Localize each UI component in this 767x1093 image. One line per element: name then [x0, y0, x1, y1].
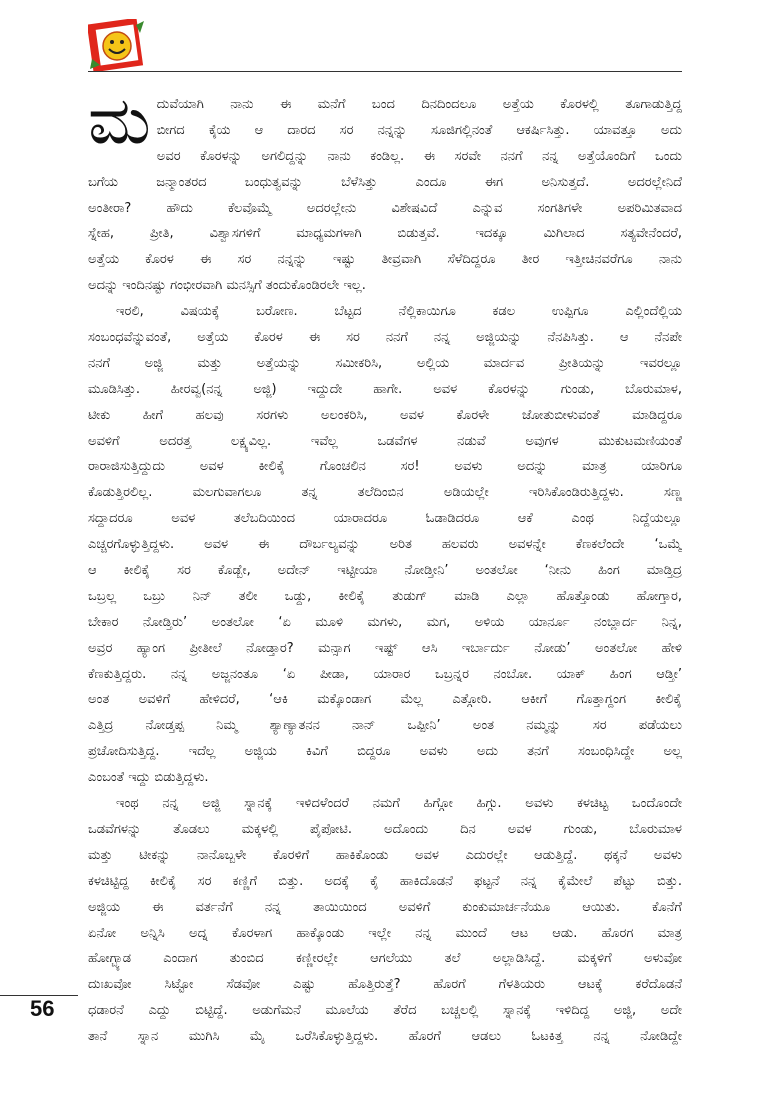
- text-line: ಹೋಗ್ಬ್ಯಾಡ ಎಂದಾಗ ತುಂಬಿದ ಕಣ್ಣೀರಲ್ಲೇ ಆಗಲೆಯು ತಲೆ ಅಲ್ಲಾಡಿಸಿದ್ದೆ. ಮಕ್ಕಳಿಗೆ ಅಳುವೋ: [88, 951, 682, 967]
- text-line: ಒಡವೆಗಳನ್ನು ತೊಡಲು ಮಕ್ಕಳಲ್ಲಿ ಪೈಪೋಟಿ. ಅದೊಂದು ದಿನ ಅವಳ ಗುಂಡು, ಬೊರುಮಾಳ: [88, 821, 682, 837]
- text-line: ಕಳಚಿಟ್ಟಿದ್ದ ಕೀಲಿಕೈ ಸರ ಕಣ್ಣಿಗೆ ಬಿತ್ತು. ಅದಕ್ಕೆ ಕೈ ಹಾಕಿದೊಡನೆ ಫಟ್ಟನೆ ನನ್ನ ಕೈಮೇಲೆ ಪೆಟ್ಟು ಬಿತ್ತು.: [88, 873, 682, 889]
- text-line: ಆ ಕೀಲಿಕೈ ಸರ ಕೊಡ್ಬೇ, ಅದೇನ್ ಇಟ್ಟೀಯಾ ನೋಡ್ತೀನಿ’ ಅಂತಲೋ ‘ನೀನು ಹಿಂಗ ಮಾಡ್ತಿದ್ರ: [88, 563, 682, 579]
- drop-cap: ಮ: [88, 82, 151, 159]
- text-line: ಮತ್ತು ಟೀಕನ್ನು ನಾನೊಬ್ಬಳೇ ಕೊರಳಿಗೆ ಹಾಕಿಕೊಂಡು ಅವಳ ಎದುರಲ್ಲೇ ಆಡುತ್ತಿದ್ದೆ. ಥಕ್ಕನೆ ಅವಳು: [88, 847, 682, 863]
- text-line: ಮೂಡಿಸಿತ್ತು. ಹೀರವ್ವ(ನನ್ನ ಅಜ್ಜಿ) ಇದ್ದುದೇ ಹಾಗೇ. ಅವಳ ಕೊರಳನ್ನು ಗುಂಡು, ಬೊರುಮಾಳ,: [88, 381, 682, 397]
- text-line: ಇಂಥ ನನ್ನ ಅಜ್ಜಿ ಸ್ನಾನಕ್ಕೆ ಇಳಿದಳೆಂದರೆ ನಮಗೆ ಹಿಗ್ಗೋ ಹಿಗ್ಗು. ಅವಳು ಕಳಚಿಟ್ಟ ಒಂದೊಂದೇ: [116, 796, 682, 812]
- header-rule: [88, 71, 682, 72]
- article-body: [88, 82, 682, 1050]
- text-line: ಟೀಕು ಹೀಗೆ ಹಲವು ಸರಗಳು ಅಲಂಕರಿಸಿ, ಅವಳ ಕೊರಳೇ ಜೋತುಬೀಳುವಂತೆ ಮಾಡಿದ್ದರೂ: [88, 407, 682, 423]
- text-line: ಅಂತ ಅವಳಿಗೆ ಹೇಳಿದರೆ, ‘ಆಕಿ ಮಕ್ಕೊಂಡಾಗ ಮೆಲ್ಲ ಎತ್ಗೋರಿ. ಆಕೀಗೆ ಗೊತ್ತಾಗ್ದಂಗ ಕೀಲಿಕೈ: [88, 692, 682, 708]
- text-line: ಅತ್ತೆಯ ಕೊರಳ ಈ ಸರ ನನ್ನನ್ನು ಇಷ್ಟು ತೀವ್ರವಾಗಿ ಸೆಳೆದಿದ್ದರೂ ತೀರ ಇತ್ತೀಚಿನವರೆಗೂ ನಾನು: [88, 252, 682, 268]
- text-line: ಬಗೆಯ ಜನ್ಮಾಂತರದ ಬಂಧುತ್ವವನ್ನು ಬೆಳೆಸಿತ್ತು ಎಂದೂ ಈಗ ಅನಿಸುತ್ತದೆ. ಅದರಲ್ಲೇನಿದೆ: [88, 174, 682, 190]
- text-line: ತಾನೆ ಸ್ನಾನ ಮುಗಿಸಿ ಮೈ ಒರೆಸಿಕೊಳ್ಳುತ್ತಿದ್ದಳು. ಹೊರಗೆ ಆಡಲು ಓಟಕಿತ್ತ ನನ್ನ ನೋಡಿದ್ದೇ: [88, 1029, 682, 1045]
- text-line: ಸ್ನೇಹ, ಪ್ರೀತಿ, ವಿಶ್ವಾಸಗಳಿಗೆ ಮಾಧ್ಯಮಗಳಾಗಿ ಬಿಡುತ್ತವೆ. ಇದಕ್ಕೂ ಮಿಗಿಲಾದ ಸತ್ಯವೇನೆಂದರೆ,: [88, 226, 682, 242]
- smiley-face-icon: [88, 19, 148, 71]
- text-line: ದುವೆಯಾಗಿ ನಾನು ಈ ಮನೆಗೆ ಬಂದ ದಿನದಿಂದಲೂ ಅತ್ತೆಯ ಕೊರಳಲ್ಲಿ ತೂಗಾಡುತ್ತಿದ್ದ: [156, 97, 682, 112]
- text-line: ಅದನ್ನು ಇಂದಿನಷ್ಟು ಗಂಭೀರವಾಗಿ ಮನಸ್ಸಿಗೆ ತಂದುಕೊಂಡಿರಲೇ ಇಲ್ಲ.: [88, 278, 366, 294]
- text-line: ಅಂತೀರಾ? ಹೌದು ಕೆಲವೊಮ್ಮೆ ಅದರಲ್ಲೇನು ವಿಶೇಷವಿದೆ ಎನ್ನುವ ಸಂಗತಿಗಳೇ ಅಪರಿಮಿತವಾದ: [88, 200, 682, 216]
- text-line: ಅವಳಿಗೆ ಅದರತ್ತ ಲಕ್ಷ್ಯವಿಲ್ಲ. ಇವೆಲ್ಲ ಒಡವೆಗಳ ನಡುವೆ ಅವುಗಳ ಮುಕುಟಮಣಿಯಂತೆ: [88, 433, 682, 449]
- text-line: ರಾರಾಜಿಸುತ್ತಿದ್ದುದು ಅವಳ ಕೀಲಿಕೈ ಗೊಂಚಲಿನ ಸರ! ಅವಳು ಅದನ್ನು ಮಾತ್ರ ಯಾರಿಗೂ: [88, 459, 682, 475]
- text-line: ಎಚ್ಚರಗೊಳ್ಳುತ್ತಿದ್ದಳು. ಅವಳ ಈ ದೌರ್ಬಲ್ಯವನ್ನು ಅರಿತ ಹಲವರು ಅವಳನ್ನೇ ಕೆಣಕಲೆಂದೇ ‘ಒಮ್ಮೆ: [88, 537, 682, 553]
- text-line: ಏನೋ ಅನ್ನಿಸಿ ಅದ್ನ ಕೊರಳಾಗ ಹಾಕ್ಕೊಂಡು ಇಲ್ಲೇ ನನ್ನ ಮುಂದೆ ಆಟ ಆಡು. ಹೊರಗ ಮಾತ್ರ: [88, 925, 682, 941]
- magazine-logo: [88, 19, 148, 71]
- text-line: ಬೀಗದ ಕೈಯ ಆ ದಾರದ ಸರ ನನ್ನನ್ನು ಸೂಜಿಗಲ್ಲಿನಂತೆ ಆಕರ್ಷಿಸಿತ್ತು. ಯಾವತ್ತೂ ಅದು: [156, 122, 682, 138]
- text-line: ಪ್ರಚೋದಿಸುತ್ತಿದ್ದ. ಇದೆಲ್ಲ ಅಜ್ಜಿಯ ಕಿವಿಗೆ ಬಿದ್ದರೂ ಅವಳು ಅದು ತನಗೆ ಸಂಬಂಧಿಸಿದ್ದೇ ಅಲ್ಲ: [88, 744, 682, 760]
- text-line: ಕೊಡುತ್ತಿರಲಿಲ್ಲ. ಮಲಗುವಾಗಲೂ ತನ್ನ ತಲೆದಿಂಬಿನ ಅಡಿಯಲ್ಲೇ ಇರಿಸಿಕೊಂಡಿರುತ್ತಿದ್ದಳು. ಸಣ್ಣ: [88, 485, 682, 501]
- text-line: ಒಬ್ರಲ್ಲ ಒಬ್ರು ನಿನ್ ತಲೀ ಒಡ್ದು, ಕೀಲಿಕೈ ತುಡುಗ್ ಮಾಡಿ ಎಲ್ಲಾ ಹೊತ್ತೊಂಡು ಹೋಗ್ತಾರ,: [88, 588, 682, 604]
- paragraph-3: [88, 791, 682, 1050]
- paragraph-2: [88, 299, 682, 791]
- text-line: ಎಂಬಂತೆ ಇದ್ದು ಬಿಡುತ್ತಿದ್ದಳು.: [88, 770, 209, 786]
- text-line: ಕೆಣಕುತ್ತಿದ್ದರು. ನನ್ನ ಅಜ್ಜನಂತೂ ‘ಏ ಪೀಡಾ, ಯಾರಾರ ಒಬ್ರನ್ನರ ನಂಬೋ. ಯಾಕ್ ಹಿಂಗ ಆಡ್ತೀ’: [88, 666, 682, 682]
- page-number: 56: [30, 996, 55, 1021]
- text-line: ಅಜ್ಜಿಯ ಈ ವರ್ತನೆಗೆ ನನ್ನ ತಾಯಿಯಿಂದ ಅವಳಿಗೆ ಕುಂಕುಮಾರ್ಚನೆಯೂ ಆಯಿತು. ಕೊನೆಗೆ: [88, 899, 682, 915]
- text-line: ಸದ್ದಾದರೂ ಅವಳ ತಲೆಬದಿಯಿಂದ ಯಾರಾದರೂ ಓಡಾಡಿದರೂ ಆಕೆ ಎಂಥ ನಿದ್ದೆಯಲ್ಲೂ: [88, 511, 682, 527]
- text-line: ಅವರ ಕೊರಳನ್ನು ಅಗಲಿದ್ದನ್ನು ನಾನು ಕಂಡಿಲ್ಲ. ಈ ಸರವೇ ನನಗೆ ನನ್ನ ಅತ್ತೆಯೊಂದಿಗೆ ಒಂದು: [156, 148, 682, 164]
- paragraph-1: [88, 82, 682, 299]
- text-line: ಬೇಕಾರ ನೋಡ್ತಿರು’ ಅಂತಲೋ ‘ಏ ಮೂಳಿ ಮಗಳು, ಮಗ, ಅಳಿಯ ಯಾರ್ನೂ ನಂಬ್ಲಾರ್ದ ನಿನ್ನ,: [88, 614, 682, 630]
- text-line: ನನಗೆ ಅಜ್ಜಿ ಮತ್ತು ಅತ್ತೆಯನ್ನು ಸಮೀಕರಿಸಿ, ಅಲ್ಲಿಯ ಮಾರ್ದವ ಪ್ರೀತಿಯನ್ನು ಇವರಲ್ಲೂ: [88, 355, 682, 371]
- text-line: ಅವ್ರರ ಹ್ಯಾಂಗ ಪ್ರೀತೀಲೆ ನೋಡ್ತಾರ? ಮನ್ಸಾಗ ಇಷ್ಟ್ ಆಸಿ ಇರ್ಬಾರ್ದು ನೋಡು’ ಅಂತಲೋ ಹೇಳಿ: [88, 640, 682, 656]
- text-line: ಸಂಬಂಧವೆನ್ನುವಂತೆ, ಅತ್ತೆಯ ಕೊರಳ ಈ ಸರ ನನಗೆ ನನ್ನ ಅಜ್ಜಿಯನ್ನು ನೆನಪಿಸಿತ್ತು. ಆ ನೆನಪೇ: [88, 330, 682, 346]
- text-line: ಧಡಾರನೆ ಎದ್ದು ಬಿಟ್ಟಿದ್ದೆ. ಅಡುಗೆಮನೆ ಮೂಲೆಯ ತೆರೆದ ಬಚ್ಚಲಲ್ಲಿ ಸ್ನಾನಕ್ಕೆ ಇಳಿದಿದ್ದ ಅಜ್ಜಿ, ಅದೇ: [88, 1003, 682, 1019]
- text-line: ದುಃಖವೋ ಸಿಟ್ಟೋ ಸೆಡವೋ ಎಷ್ಟು ಹೊತ್ತಿರುತ್ತೆ? ಹೊರಗೆ ಗೆಳತಿಯರು ಆಟಕ್ಕೆ ಕರೆದೊಡನೆ: [88, 977, 682, 993]
- text-line: ಎತ್ತಿದ್ರ ನೋಡ್ತಪ್ಪ ನಿಮ್ಮ ಶ್ಯಾಣ್ಯಾತನನ ನಾನ್ ಒಪ್ಪೀನಿ’ ಅಂತ ನಮ್ಮನ್ನು ಸರ ಪಡೆಯಲು: [88, 718, 682, 734]
- text-line: ಇರಲಿ, ವಿಷಯಕ್ಕೆ ಬರೋಣ. ಬೆಟ್ಟದ ನೆಲ್ಲಿಕಾಯಿಗೂ ಕಡಲ ಉಪ್ಪಿಗೂ ಎಲ್ಲಿಂದೆಲ್ಲಿಯ: [116, 304, 682, 320]
